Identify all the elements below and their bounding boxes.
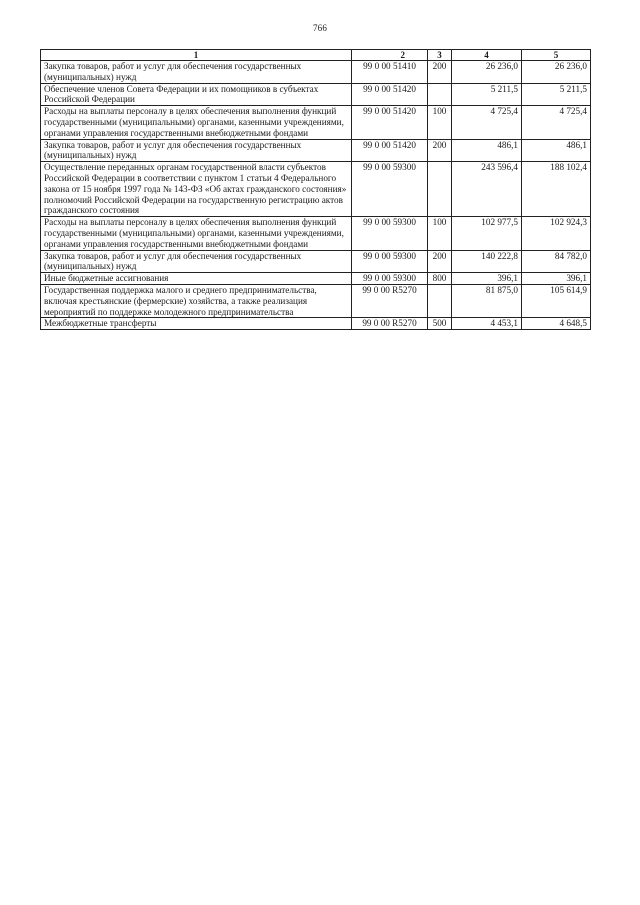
- table-row: [41, 106, 591, 139]
- row-code-cell: 99 0 00 59300: [352, 273, 428, 285]
- row-expense-type-cell: 200: [428, 250, 452, 273]
- row-expense-type-cell: 500: [428, 318, 452, 330]
- table-body: [41, 61, 591, 330]
- column-header-5: 5: [522, 50, 591, 61]
- row-name-cell: Закупка товаров, работ и услуг для обеспечения государственных (муниципальных) нужд: [41, 250, 352, 273]
- column-header-3: 3: [428, 50, 452, 61]
- table-row: [41, 318, 591, 330]
- row-amount-2-cell: 84 782,0: [522, 250, 591, 273]
- row-amount-2-cell: 5 211,5: [522, 83, 591, 106]
- row-amount-1-cell: 396,1: [452, 273, 522, 285]
- column-header-2: 2: [352, 50, 428, 61]
- row-amount-1-cell: 4 453,1: [452, 318, 522, 330]
- table-row: [41, 284, 591, 317]
- row-amount-1-cell: 4 725,4: [452, 106, 522, 139]
- table-row: [41, 83, 591, 106]
- row-amount-2-cell: 4 648,5: [522, 318, 591, 330]
- row-amount-1-cell: 243 596,4: [452, 162, 522, 217]
- row-name-cell: Государственная поддержка малого и среднего предпринимательства, включая крестьянские (фермерские) хозяйства, а также реализация мероприятий по поддержке молодежного предпринимательства: [41, 284, 352, 317]
- row-amount-2-cell: 102 924,3: [522, 217, 591, 250]
- budget-table: [40, 49, 591, 330]
- row-amount-2-cell: 188 102,4: [522, 162, 591, 217]
- row-expense-type-cell: [428, 83, 452, 106]
- page-number: 766: [312, 23, 328, 33]
- row-amount-1-cell: 81 875,0: [452, 284, 522, 317]
- row-code-cell: 99 0 00 R5270: [352, 284, 428, 317]
- row-code-cell: 99 0 00 51420: [352, 83, 428, 106]
- row-code-cell: 99 0 00 59300: [352, 217, 428, 250]
- row-expense-type-cell: 200: [428, 61, 452, 84]
- row-amount-1-cell: 5 211,5: [452, 83, 522, 106]
- table-row: [41, 273, 591, 285]
- row-amount-1-cell: 140 222,8: [452, 250, 522, 273]
- row-name-cell: Межбюджетные трансферты: [41, 318, 352, 330]
- row-amount-2-cell: 26 236,0: [522, 61, 591, 84]
- row-amount-1-cell: 486,1: [452, 139, 522, 162]
- row-expense-type-cell: [428, 162, 452, 217]
- row-name-cell: Закупка товаров, работ и услуг для обеспечения государственных (муниципальных) нужд: [41, 139, 352, 162]
- row-name-cell: Расходы на выплаты персоналу в целях обеспечения выполнения функций государственными (муниципальными) органами, казенными учреждениями, органами управления государственными внебюджетными фондами: [41, 217, 352, 250]
- row-code-cell: 99 0 00 51420: [352, 139, 428, 162]
- table-row: [41, 162, 591, 217]
- row-name-cell: Закупка товаров, работ и услуг для обеспечения государственных (муниципальных) нужд: [41, 61, 352, 84]
- row-code-cell: 99 0 00 59300: [352, 162, 428, 217]
- row-amount-1-cell: 102 977,5: [452, 217, 522, 250]
- row-code-cell: 99 0 00 51410: [352, 61, 428, 84]
- table-row: [41, 217, 591, 250]
- column-header-4: 4: [452, 50, 522, 61]
- row-expense-type-cell: 200: [428, 139, 452, 162]
- row-code-cell: 99 0 00 R5270: [352, 318, 428, 330]
- row-name-cell: Обеспечение членов Совета Федерации и их помощников в субъектах Российской Федерации: [41, 83, 352, 106]
- row-amount-2-cell: 105 614,9: [522, 284, 591, 317]
- row-amount-2-cell: 396,1: [522, 273, 591, 285]
- table-row: [41, 250, 591, 273]
- row-name-cell: Осуществление переданных органам государственной власти субъектов Российской Федерации в соответствии с пунктом 1 статьи 4 Федерального закона от 15 ноября 1997 года № 143-ФЗ «Об актах гражданского состояния» полномочий Российской Федерации на государственную регистрацию актов гражданского состояния: [41, 162, 352, 217]
- row-expense-type-cell: [428, 284, 452, 317]
- row-expense-type-cell: 100: [428, 106, 452, 139]
- table-header: [41, 50, 591, 61]
- row-code-cell: 99 0 00 51420: [352, 106, 428, 139]
- table-row: [41, 139, 591, 162]
- column-header-1: 1: [41, 50, 352, 61]
- row-amount-2-cell: 486,1: [522, 139, 591, 162]
- table-row: [41, 61, 591, 84]
- row-name-cell: Иные бюджетные ассигнования: [41, 273, 352, 285]
- row-amount-2-cell: 4 725,4: [522, 106, 591, 139]
- table-header-row: [41, 50, 591, 61]
- row-expense-type-cell: 100: [428, 217, 452, 250]
- row-amount-1-cell: 26 236,0: [452, 61, 522, 84]
- row-name-cell: Расходы на выплаты персоналу в целях обеспечения выполнения функций государственными (муниципальными) органами, казенными учреждениями, органами управления государственными внебюджетными фондами: [41, 106, 352, 139]
- row-expense-type-cell: 800: [428, 273, 452, 285]
- row-code-cell: 99 0 00 59300: [352, 250, 428, 273]
